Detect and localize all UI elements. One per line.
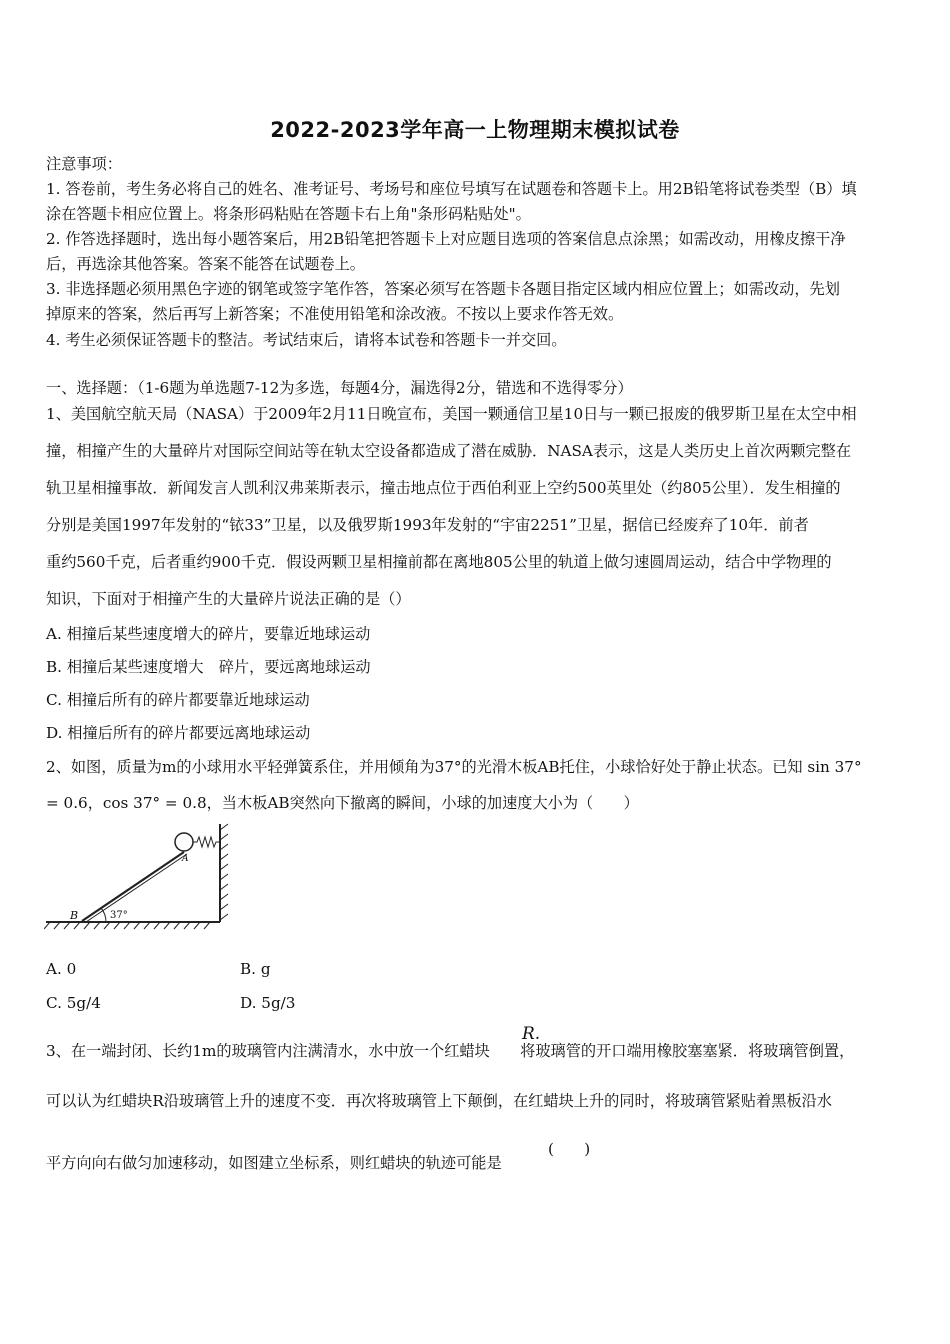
question-1-text: 1、美国航空航天局（NASA）于2009年2月11日晚宣布，美国一颗通信卫星10日与一颗已报废的俄罗斯卫星在太空中相 — [46, 405, 857, 423]
question-2-text: 2、如图，质量为m的小球用水平轻弹簧系住，并用倾角为37°的光滑木板AB托住，小球恰好处于静止状态。已知 sin 37° — [46, 758, 862, 776]
notice-line: 掉原来的答案，然后再写上新答案；不准使用铅笔和涂改液。不按以上要求作答无效。 — [46, 305, 624, 323]
incline-spring-figure — [44, 822, 234, 934]
notice-line: 3. 非选择题必须用黑色字迹的钢笔或签字笔作答，答案必须写在答题卡各题目指定区域内相应位置上；如需改动，先划 — [46, 280, 840, 298]
section-heading: 一、选择题：（1-6题为单选题7-12为多选，每题4分，漏选得2分，错选和不选得零分） — [46, 379, 633, 397]
q1-option-b: B. 相撞后某些速度增大 碎片，要远离地球运动 — [46, 658, 371, 676]
q1-option-d: D. 相撞后所有的碎片都要远离地球运动 — [46, 724, 311, 742]
question-1-text: 知识，下面对于相撞产生的大量碎片说法正确的是（） — [46, 590, 411, 608]
q1-option-c: C. 相撞后所有的碎片都要靠近地球运动 — [46, 691, 310, 709]
question-3-text: 可以认为红蜡块R沿玻璃管上升的速度不变．再次将玻璃管上下颠倒，在红蜡块上升的同时，将玻璃管紧贴着黑板沿水 — [46, 1092, 832, 1110]
notice-line: 2. 作答选择题时，选出每小题答案后，用2B铅笔把答题卡上对应题目选项的答案信息点涂黑；如需改动，用橡皮擦干净 — [46, 230, 846, 248]
question-1-text: 重约560千克，后者重约900千克．假设两颗卫星相撞前都在离地805公里的轨道上做匀速圆周运动，结合中学物理的 — [46, 553, 832, 571]
answer-parentheses: ( ) — [548, 1140, 591, 1158]
question-1-text: 撞，相撞产生的大量碎片对国际空间站等在轨太空设备都造成了潜在威胁．NASA表示，这是人类历史上首次两颗完整在 — [46, 442, 852, 460]
question-2-text: = 0.6，cos 37° = 0.8，当木板AB突然向下撤离的瞬间，小球的加速度大小为（ ） — [46, 794, 639, 812]
figure-label-b: B — [70, 909, 79, 922]
question-1-text: 轨卫星相撞事故．新闻发言人凯利汉弗莱斯表示，撞击地点位于西伯利亚上空约500英里处（约805公里）．发生相撞的 — [46, 479, 841, 497]
figure-angle-label: 37° — [110, 910, 128, 921]
notice-heading: 注意事项： — [46, 155, 122, 173]
question-1-text: 分别是美国1997年发射的“铱33”卫星，以及俄罗斯1993年发射的“宇宙2251”卫星，据信已经废弃了10年．前者 — [46, 516, 809, 534]
q2-option-a: A. 0 — [46, 960, 77, 978]
q2-option-c: C. 5g/4 — [46, 994, 101, 1012]
q2-option-b: B. g — [240, 960, 271, 978]
notice-line: 后，再选涂其他答案。答案不能答在试题卷上。 — [46, 255, 365, 273]
notice-line: 4. 考生必须保证答题卡的整洁。考试结束后，请将本试卷和答题卡一并交回。 — [46, 331, 567, 349]
q2-option-d: D. 5g/3 — [240, 994, 296, 1012]
q1-option-a: A. 相撞后某些速度增大的碎片，要靠近地球运动 — [46, 625, 371, 643]
question-3-text: 平方向向右做匀加速移动，如图建立坐标系，则红蜡块的轨迹可能是 — [46, 1154, 502, 1172]
figure-label-a: A — [182, 854, 189, 864]
notice-line: 1. 答卷前，考生务必将自己的姓名、准考证号、考场号和座位号填写在试题卷和答题卡上。用2B铅笔将试卷类型（B）填 — [46, 180, 857, 198]
notice-line: 涂在答题卡相应位置上。将条形码粘贴在答题卡右上角"条形码粘贴处"。 — [46, 205, 531, 223]
red-wax-symbol: R. — [522, 1024, 541, 1044]
page-title: 2022-2023学年高一上物理期末模拟试卷 — [270, 118, 680, 142]
question-3-text: 3、在一端封闭、长约1m的玻璃管内注满清水，水中放一个红蜡块 将玻璃管的开口端用橡胶塞塞紧．将玻璃管倒置， — [46, 1042, 855, 1060]
